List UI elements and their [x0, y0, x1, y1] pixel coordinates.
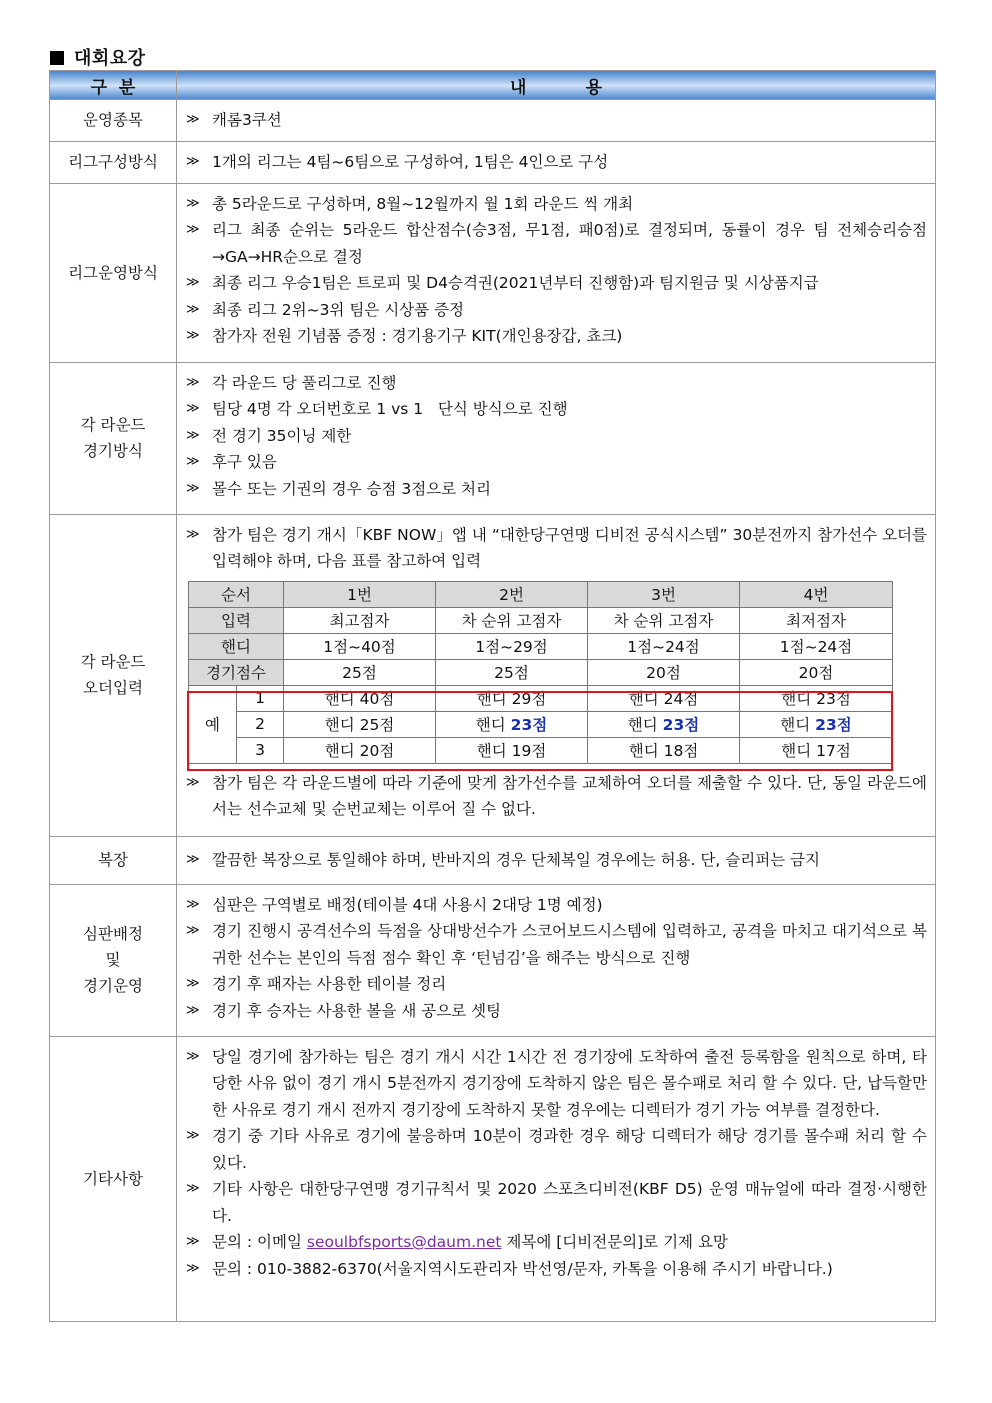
table-cell: 핸디 29점 — [436, 685, 588, 711]
table-cell: 1점~29점 — [436, 633, 588, 659]
table-cell: 핸디 24점 — [588, 685, 740, 711]
table-cell: 2 — [237, 711, 284, 737]
row-match-format — [50, 362, 936, 514]
table-cell: 핸디 — [189, 633, 284, 659]
list-item: ≫ 경기 진행시 공격선수의 득점을 상대방선수가 스코어보드시스템에 입력하고, 공격을 마치고 대기석으로 복귀한 선수는 본인의 득점 점수 확인 후 ‘턴넘김’을 해주는 방식으로 진행 — [186, 918, 927, 971]
table-cell: 25점 — [284, 659, 436, 685]
table-cell: 핸디 23점 — [740, 685, 893, 711]
table-cell: 핸디 23점 — [436, 711, 588, 737]
bullet-icon: ≫ — [186, 896, 200, 912]
row-order-input — [50, 514, 936, 836]
list-item: ≫ 참가 팀은 경기 개시「KBF NOW」앱 내 “대한당구연맹 디비전 공식시스템” 30분전까지 참가선수 오더를 입력해야 하며, 다음 표를 참고하여 입력 — [186, 522, 927, 575]
section-title-text: 대회요강 — [74, 48, 146, 69]
row-content — [177, 141, 936, 183]
bullet-icon: ≫ — [186, 374, 200, 390]
bullet-icon: ≫ — [186, 774, 200, 790]
table-row — [189, 607, 893, 633]
table-cell: 2번 — [436, 581, 588, 607]
row-label: 각 라운드 경기방식 — [50, 362, 177, 514]
list-item: ≫ 최종 리그 우승1팀은 트로피 및 D4승격권(2021년부터 진행함)과 팀지원금 및 시상품지급 — [186, 270, 927, 297]
bullet-icon: ≫ — [186, 1002, 200, 1018]
order-table-wrap — [186, 581, 927, 764]
section-title — [50, 44, 146, 70]
table-cell: 순서 — [189, 581, 284, 607]
bullet-icon: ≫ — [186, 851, 200, 867]
list-item: ≫ 경기 후 승자는 사용한 볼을 새 공으로 셋팅 — [186, 998, 927, 1025]
row-content — [177, 836, 936, 884]
row-content — [177, 100, 936, 142]
order-table — [188, 581, 893, 764]
row-label: 각 라운드 오더입력 — [50, 514, 177, 836]
list-item: ≫ 참가자 전원 기념품 증정 : 경기용기구 KIT(개인용장갑, 쵸크) — [186, 323, 927, 350]
row-content — [177, 884, 936, 1036]
bullet-icon: ≫ — [186, 923, 200, 938]
list-item: ≫ 1개의 리그는 4팀~6팀으로 구성하여, 1팀은 4인으로 구성 — [186, 149, 927, 176]
bullet-icon: ≫ — [186, 1260, 200, 1276]
example-row — [189, 711, 893, 737]
table-cell: 핸디 40점 — [284, 685, 436, 711]
bullet-icon: ≫ — [186, 275, 200, 290]
row-misc — [50, 1036, 936, 1321]
list-item: ≫ 후구 있음 — [186, 449, 927, 476]
bullet-icon: ≫ — [186, 526, 200, 542]
table-row — [189, 659, 893, 685]
email-link[interactable]: seoulbfsports@daum.net — [306, 1233, 502, 1251]
table-cell: 핸디 17점 — [740, 737, 893, 763]
bullet-icon: ≫ — [186, 301, 200, 317]
header-row — [50, 71, 936, 100]
list-item: ≫ 문의 : 010-3882-6370(서울지역시도관리자 박선영/문자, 카톡을 이용해 주시기 바랍니다.) — [186, 1256, 927, 1283]
table-cell: 핸디 18점 — [588, 737, 740, 763]
list-item: ≫ 각 라운드 당 풀리그로 진행 — [186, 370, 927, 397]
header-content: 내 용 — [177, 71, 936, 100]
header-category: 구 분 — [50, 71, 177, 100]
table-row — [189, 633, 893, 659]
table-cell: 3번 — [588, 581, 740, 607]
bullet-icon: ≫ — [186, 112, 200, 127]
bullet-icon: ≫ — [186, 976, 200, 991]
bullet-icon: ≫ — [186, 222, 200, 237]
table-cell: 차 순위 고점자 — [436, 607, 588, 633]
list-item: ≫ 참가 팀은 각 라운드별에 따라 기준에 맞게 참가선수를 교체하여 오더를 제출할 수 있다. 단, 동일 라운드에서는 선수교체 및 순번교체는 이루어 질 수 없다. — [186, 770, 927, 823]
table-cell: 핸디 20점 — [284, 737, 436, 763]
table-cell: 1점~24점 — [740, 633, 893, 659]
example-row — [189, 685, 893, 711]
row-label: 리그구성방식 — [50, 141, 177, 183]
list-item: ≫ 전 경기 35이닝 제한 — [186, 423, 927, 450]
table-cell: 최고점자 — [284, 607, 436, 633]
row-league-structure — [50, 141, 936, 183]
row-content — [177, 1036, 936, 1321]
table-cell: 1점~40점 — [284, 633, 436, 659]
list-item: ≫ 문의 : 이메일 seoulbfsports@daum.net 제목에 [디비전문의]로 기제 요망 — [186, 1229, 927, 1256]
table-cell: 25점 — [436, 659, 588, 685]
list-item: ≫ 깔끔한 복장으로 통일해야 하며, 반바지의 경우 단체복일 경우에는 허용. 단, 슬리퍼는 금지 — [186, 847, 927, 874]
bullet-icon: ≫ — [186, 1048, 200, 1064]
table-cell: 1번 — [284, 581, 436, 607]
rules-table — [49, 70, 936, 1322]
list-item: ≫ 경기 후 패자는 사용한 테이블 정리 — [186, 971, 927, 998]
row-content — [177, 514, 936, 836]
example-label: 예 — [189, 685, 237, 763]
table-cell: 최저점자 — [740, 607, 893, 633]
bullet-icon: ≫ — [186, 427, 200, 443]
table-cell: 핸디 23점 — [588, 711, 740, 737]
list-item: ≫ 총 5라운드로 구성하며, 8월~12월까지 월 1회 라운드 씩 개최 — [186, 191, 927, 218]
table-cell: 4번 — [740, 581, 893, 607]
square-bullet-icon — [50, 51, 64, 65]
list-item: ≫ 기타 사항은 대한당구연맹 경기규칙서 및 2020 스포츠디비전(KBF D5) 운영 매뉴얼에 따라 결정·시행한다. — [186, 1176, 927, 1229]
list-item: ≫ 당일 경기에 참가하는 팀은 경기 개시 시간 1시간 전 경기장에 도착하여 출전 등록함을 원칙으로 하며, 타당한 사유 없이 경기 개시 5분전까지 경기장에 도착하지 않은 팀은 몰수패로 처리 할 수 있다. 단, 납득할만한 사유로 경기 개시 전까지 경기장에 도착하지 못할 경우에는 디렉터가 경기 가능 여부를 결정한다. — [186, 1044, 927, 1124]
table-cell: 1 — [237, 685, 284, 711]
bullet-icon: ≫ — [186, 480, 200, 496]
table-cell: 핸디 25점 — [284, 711, 436, 737]
example-row — [189, 737, 893, 763]
row-dress-code — [50, 836, 936, 884]
bullet-icon: ≫ — [186, 1128, 200, 1143]
table-cell: 핸디 23점 — [740, 711, 893, 737]
bullet-icon: ≫ — [186, 328, 200, 343]
row-content — [177, 183, 936, 362]
list-item: ≫ 심판은 구역별로 배정(테이블 4대 사용시 2대당 1명 예정) — [186, 892, 927, 919]
table-cell: 차 순위 고점자 — [588, 607, 740, 633]
table-cell: 핸디 19점 — [436, 737, 588, 763]
list-item: ≫ 최종 리그 2위~3위 팀은 시상품 증정 — [186, 297, 927, 324]
row-content — [177, 362, 936, 514]
table-cell: 20점 — [740, 659, 893, 685]
row-league-operation — [50, 183, 936, 362]
bullet-icon: ≫ — [186, 195, 200, 211]
list-item: ≫ 몰수 또는 기권의 경우 승점 3점으로 처리 — [186, 476, 927, 503]
table-cell: 3 — [237, 737, 284, 763]
list-item: ≫ 팀당 4명 각 오더번호로 1 vs 1 단식 방식으로 진행 — [186, 396, 927, 423]
table-cell: 경기점수 — [189, 659, 284, 685]
bullet-icon: ≫ — [186, 454, 200, 469]
list-item: ≫ 리그 최종 순위는 5라운드 합산점수(승3점, 무1점, 패0점)로 결정되며, 동률이 경우 팀 전체승리승점→GA→HR순으로 결정 — [186, 217, 927, 270]
list-item: ≫ 캐롬3쿠션 — [186, 107, 927, 134]
table-cell: 입력 — [189, 607, 284, 633]
row-label: 운영종목 — [50, 100, 177, 142]
bullet-icon: ≫ — [186, 401, 200, 416]
table-cell: 20점 — [588, 659, 740, 685]
row-label: 심판배정 및 경기운영 — [50, 884, 177, 1036]
bullet-icon: ≫ — [186, 1181, 200, 1196]
row-label: 복장 — [50, 836, 177, 884]
row-referee — [50, 884, 936, 1036]
row-label: 리그운영방식 — [50, 183, 177, 362]
bullet-icon: ≫ — [186, 1234, 200, 1249]
row-sport — [50, 100, 936, 142]
row-label: 기타사항 — [50, 1036, 177, 1321]
list-item: ≫ 경기 중 기타 사유로 경기에 불응하며 10분이 경과한 경우 해당 디렉터가 해당 경기를 몰수패 처리 할 수 있다. — [186, 1123, 927, 1176]
table-cell: 1점~24점 — [588, 633, 740, 659]
bullet-icon: ≫ — [186, 153, 200, 169]
order-header-row — [189, 581, 893, 607]
